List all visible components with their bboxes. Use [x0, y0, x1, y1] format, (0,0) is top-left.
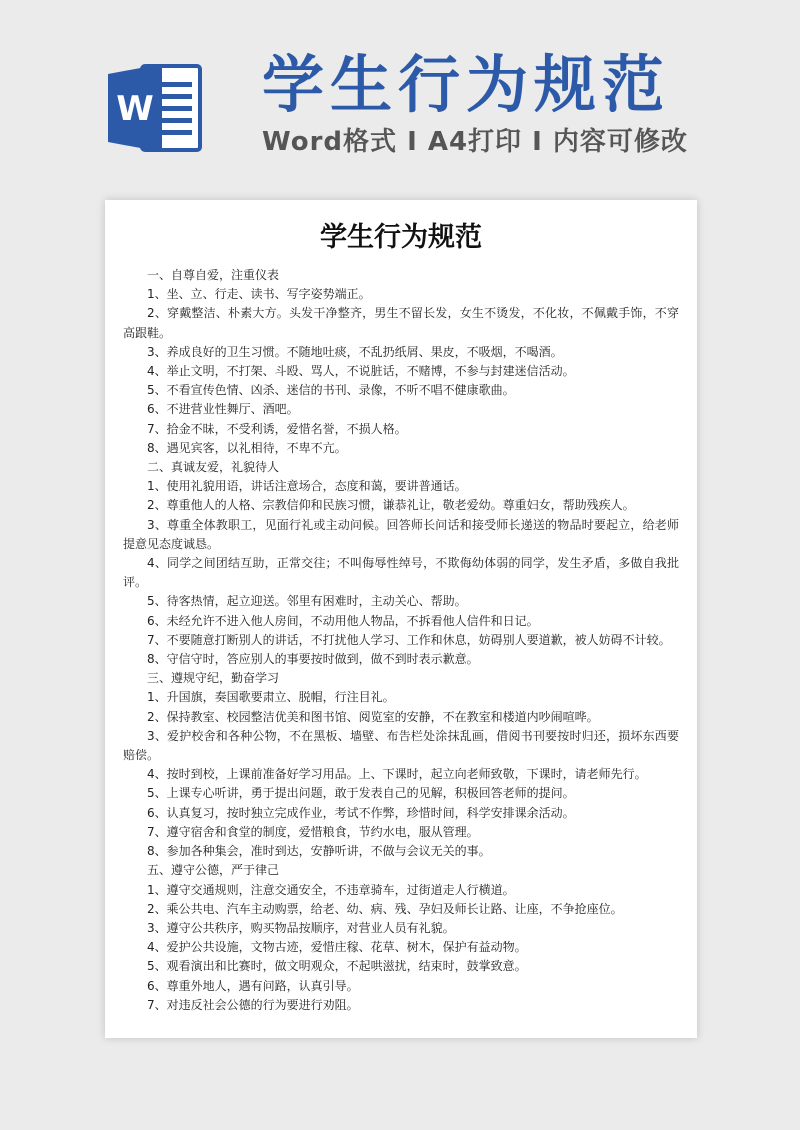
list-item: 1、升国旗，奏国歌要肃立、脱帽，行注目礼。: [147, 690, 395, 705]
list-item: 4、按时到校，上课前准备好学习用品。上、下课时，起立向老师致敬，下课时，请老师先行。: [147, 767, 647, 782]
word-icon-letter: W: [116, 89, 154, 129]
banner-title: 学生行为规范: [262, 48, 671, 121]
list-item: 6、不进营业性舞厅、酒吧。: [147, 402, 299, 417]
list-item: 2、穿戴整洁、朴素大方。头发干净整齐，男生不留长发，女生不烫发，不化妆，不佩戴手饰，不穿高跟鞋。: [123, 306, 679, 340]
list-item: 2、尊重他人的人格、宗教信仰和民族习惯，谦恭礼让，敬老爱幼。尊重妇女，帮助残疾人。: [147, 498, 635, 513]
list-item: 7、拾金不昧，不受利诱，爱惜名誉，不损人格。: [147, 421, 407, 436]
list-item: 5、上课专心听讲，勇于提出问题，敢于发表自己的见解，积极回答老师的提问。: [147, 786, 575, 801]
list-item: 3、爱护校舍和各种公物，不在黑板、墙壁、布告栏处涂抹乱画，借阅书刊要按时归还，损坏东西要赔偿。: [123, 728, 679, 763]
banner-subtitle: Word格式 I A4打印 I 内容可修改: [262, 127, 688, 157]
document-page: [105, 200, 697, 1038]
section-heading: 一、自尊自爱，注重仪表: [147, 268, 280, 282]
list-item: 8、守信守时，答应别人的事要按时做到，做不到时表示歉意。: [147, 652, 479, 667]
list-item: 3、遵守公共秩序，购买物品按顺序，对营业人员有礼貌。: [147, 920, 455, 935]
section-heading: 三、遵规守纪，勤奋学习: [147, 671, 280, 686]
list-item: 4、举止文明，不打架、斗殴、骂人，不说脏话，不赌博，不参与封建迷信活动。: [147, 364, 575, 379]
list-item: 7、不要随意打断别人的讲话，不打扰他人学习、工作和休息，妨碍别人要道歉，被人妨碍不计较。: [147, 632, 671, 647]
header-banner: [0, 0, 800, 200]
list-item: 8、参加各种集会，准时到达，安静听讲，不做与会议无关的事。: [147, 844, 491, 859]
list-item: 1、遵守交通规则，注意交通安全，不违章骑车，过街道走人行横道。: [147, 882, 515, 897]
list-item: 7、遵守宿舍和食堂的制度，爱惜粮食，节约水电，服从管理。: [147, 824, 479, 839]
list-item: 6、尊重外地人，遇有问路，认真引导。: [147, 978, 359, 993]
list-item: 2、乘公共电、汽车主动购票，给老、幼、病、残、孕妇及师长让路、让座，不争抢座位。: [147, 901, 623, 916]
list-item: 6、认真复习，按时独立完成作业，考试不作弊，珍惜时间，科学安排课余活动。: [147, 805, 575, 820]
list-item: 5、不看宣传色情、凶杀、迷信的书刊、录像，不听不唱不健康歌曲。: [147, 383, 515, 398]
list-item: 2、保持教室、校园整洁优美和图书馆、阅览室的安静，不在教室和楼道内吵闹喧哗。: [147, 709, 599, 724]
list-item: 1、坐、立、行走、读书、写字姿势端正。: [147, 287, 371, 302]
list-item: 3、养成良好的卫生习惯。不随地吐痰，不乱扔纸屑、果皮，不吸烟，不喝酒。: [147, 344, 563, 359]
list-item: 4、爱护公共设施，文物古迹，爱惜庄稼、花草、树木，保护有益动物。: [147, 940, 527, 955]
list-item: 5、待客热情，起立迎送。邻里有困难时，主动关心、帮助。: [147, 594, 467, 609]
document-body: [123, 266, 679, 1015]
section-heading: 二、真诚友爱，礼貌待人: [147, 460, 280, 475]
list-item: 8、遇见宾客，以礼相待，不卑不亢。: [147, 440, 347, 455]
section-heading: 五、遵守公德，严于律己: [147, 863, 280, 878]
document-title: 学生行为规范: [320, 222, 482, 253]
list-item: 4、同学之间团结互助，正常交往；不叫侮辱性绰号，不欺侮幼体弱的同学，发生矛盾，多做自我批评。: [123, 556, 679, 590]
list-item: 1、使用礼貌用语，讲话注意场合，态度和蔼，要讲普通话。: [147, 479, 467, 494]
list-item: 7、对违反社会公德的行为要进行劝阻。: [147, 997, 359, 1012]
list-item: 5、观看演出和比赛时，做文明观众，不起哄滋扰，结束时，鼓掌致意。: [147, 959, 527, 974]
word-document-icon: [104, 58, 204, 158]
list-item: 6、未经允许不进入他人房间，不动用他人物品，不拆看他人信件和日记。: [147, 613, 539, 628]
list-item: 3、尊重全体教职工，见面行礼或主动问候。回答师长问话和接受师长递送的物品时要起立，给老师提意见态度诚恳。: [123, 517, 679, 551]
